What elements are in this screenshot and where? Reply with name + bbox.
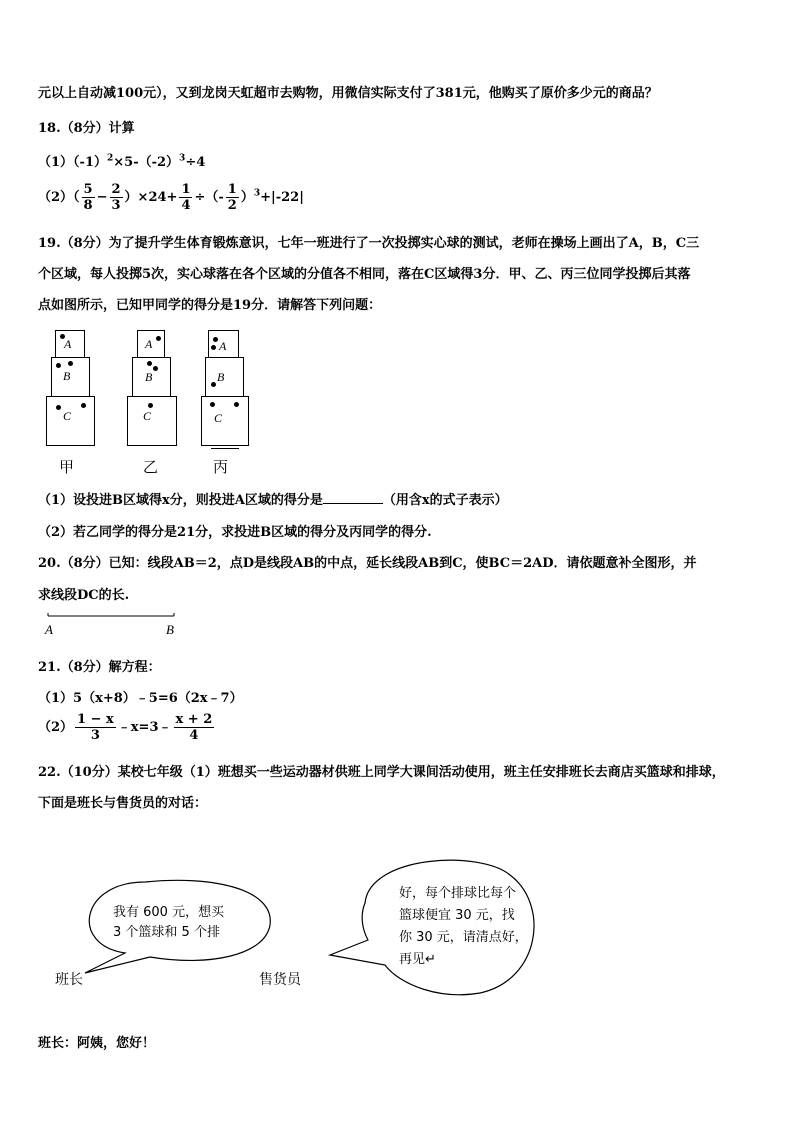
- label-clerk: 售货员: [259, 972, 301, 988]
- q18-title: 18.（8分）计算: [38, 121, 135, 136]
- q21-title: 21.（8分）解方程：: [38, 660, 161, 675]
- name-jia: 甲: [59, 458, 75, 476]
- q18-part2: （2）（ $\frac{5}{8}$ − $\frac{2}{3}$ ）×24+ $\frac{1}{4}$ ÷（- $\frac{1}{2}$ ）$^3$+|-22|: [38, 182, 304, 213]
- q22-line2: 下面是班长与售货员的对话：: [38, 796, 208, 811]
- q19-line3: 点如图所示，已知甲同学的得分是19分．请解答下列问题：: [38, 298, 382, 313]
- label-a: A: [45, 622, 53, 637]
- label-monitor: 班长: [55, 972, 83, 988]
- bubble-right-line4: 再见↵: [399, 952, 436, 967]
- q18-part1: $(1)(-1)^2\times 5-(-2)^3\div 4$: [38, 153, 206, 170]
- fraction: $\frac{5}{8}$: [83, 182, 93, 213]
- q19-sub1: （1）设投进B区域得x分，则投进A区域的得分是 （用含x的式子表示）: [38, 493, 508, 508]
- bing-box-c: [201, 396, 249, 446]
- fraction: $\frac{1}{4}$: [181, 182, 191, 213]
- fraction: $\frac{x + 2}{4}$: [175, 712, 213, 743]
- q19-line2: 个区域，每人投掷5次，实心球落在各个区域的分值各不相同，落在C区域得3分．甲、乙、丙三位同学投掷后其落: [38, 267, 691, 282]
- q20-line2: 求线段DC的长.: [38, 588, 130, 603]
- fraction: $\frac{2}{3}$: [111, 182, 121, 213]
- q21-eq1: （1）5（x+8）﹣5=6（2x﹣7）: [38, 691, 243, 706]
- q22-dialogue: 班长：阿姨，您好！: [38, 1036, 156, 1051]
- bubble-right-line3: 你 30 元，请清点好，: [399, 930, 528, 945]
- bubble-left-line1: 我有 600 元，想买: [113, 905, 225, 920]
- bubble-right-line2: 篮球便宜 30 元，找: [399, 908, 515, 923]
- q19-line1: 19.（8分）为了提升学生体育锻炼意识，七年一班进行了一次投掷实心球的测试，老师在操场上画出了A，B，C三: [38, 236, 700, 251]
- q22-line1: 22.（10分）某校七年级（1）班想买一些运动器材供班上同学大课间活动使用，班主任安排班长去商店买篮球和排球，: [38, 765, 725, 780]
- intro-line: 元以上自动减100元），又到龙岗天虹超市去购物，用微信实际支付了381元，他购买了原价多少元的商品？: [38, 86, 658, 101]
- bubble-right-line1: 好，每个排球比每个: [399, 886, 517, 901]
- fraction: $\frac{1 - x}{3}$: [77, 712, 114, 743]
- label-b: B: [166, 622, 174, 637]
- fraction: $\frac{1}{2}$: [227, 182, 237, 213]
- q19-sub2: （2）若乙同学的得分是21分，求投进B区域的得分及丙同学的得分.: [38, 525, 432, 540]
- name-bing: 丙: [213, 458, 229, 476]
- q20-line1: 20.（8分）已知：线段AB＝2，点D是线段AB的中点，延长线段AB到C，使BC＝2AD．请依题意补全图形，并: [38, 556, 697, 571]
- name-yi: 乙: [143, 458, 159, 476]
- bubble-left-line2: 3 个篮球和 5 个排: [113, 925, 220, 940]
- q21-eq2: （2） $\frac{1 - x}{3}$ ﹣x=3﹣ $\frac{x + 2}{4}$: [38, 712, 213, 743]
- bing-box-b: [205, 357, 244, 397]
- answer-blank[interactable]: [323, 491, 383, 504]
